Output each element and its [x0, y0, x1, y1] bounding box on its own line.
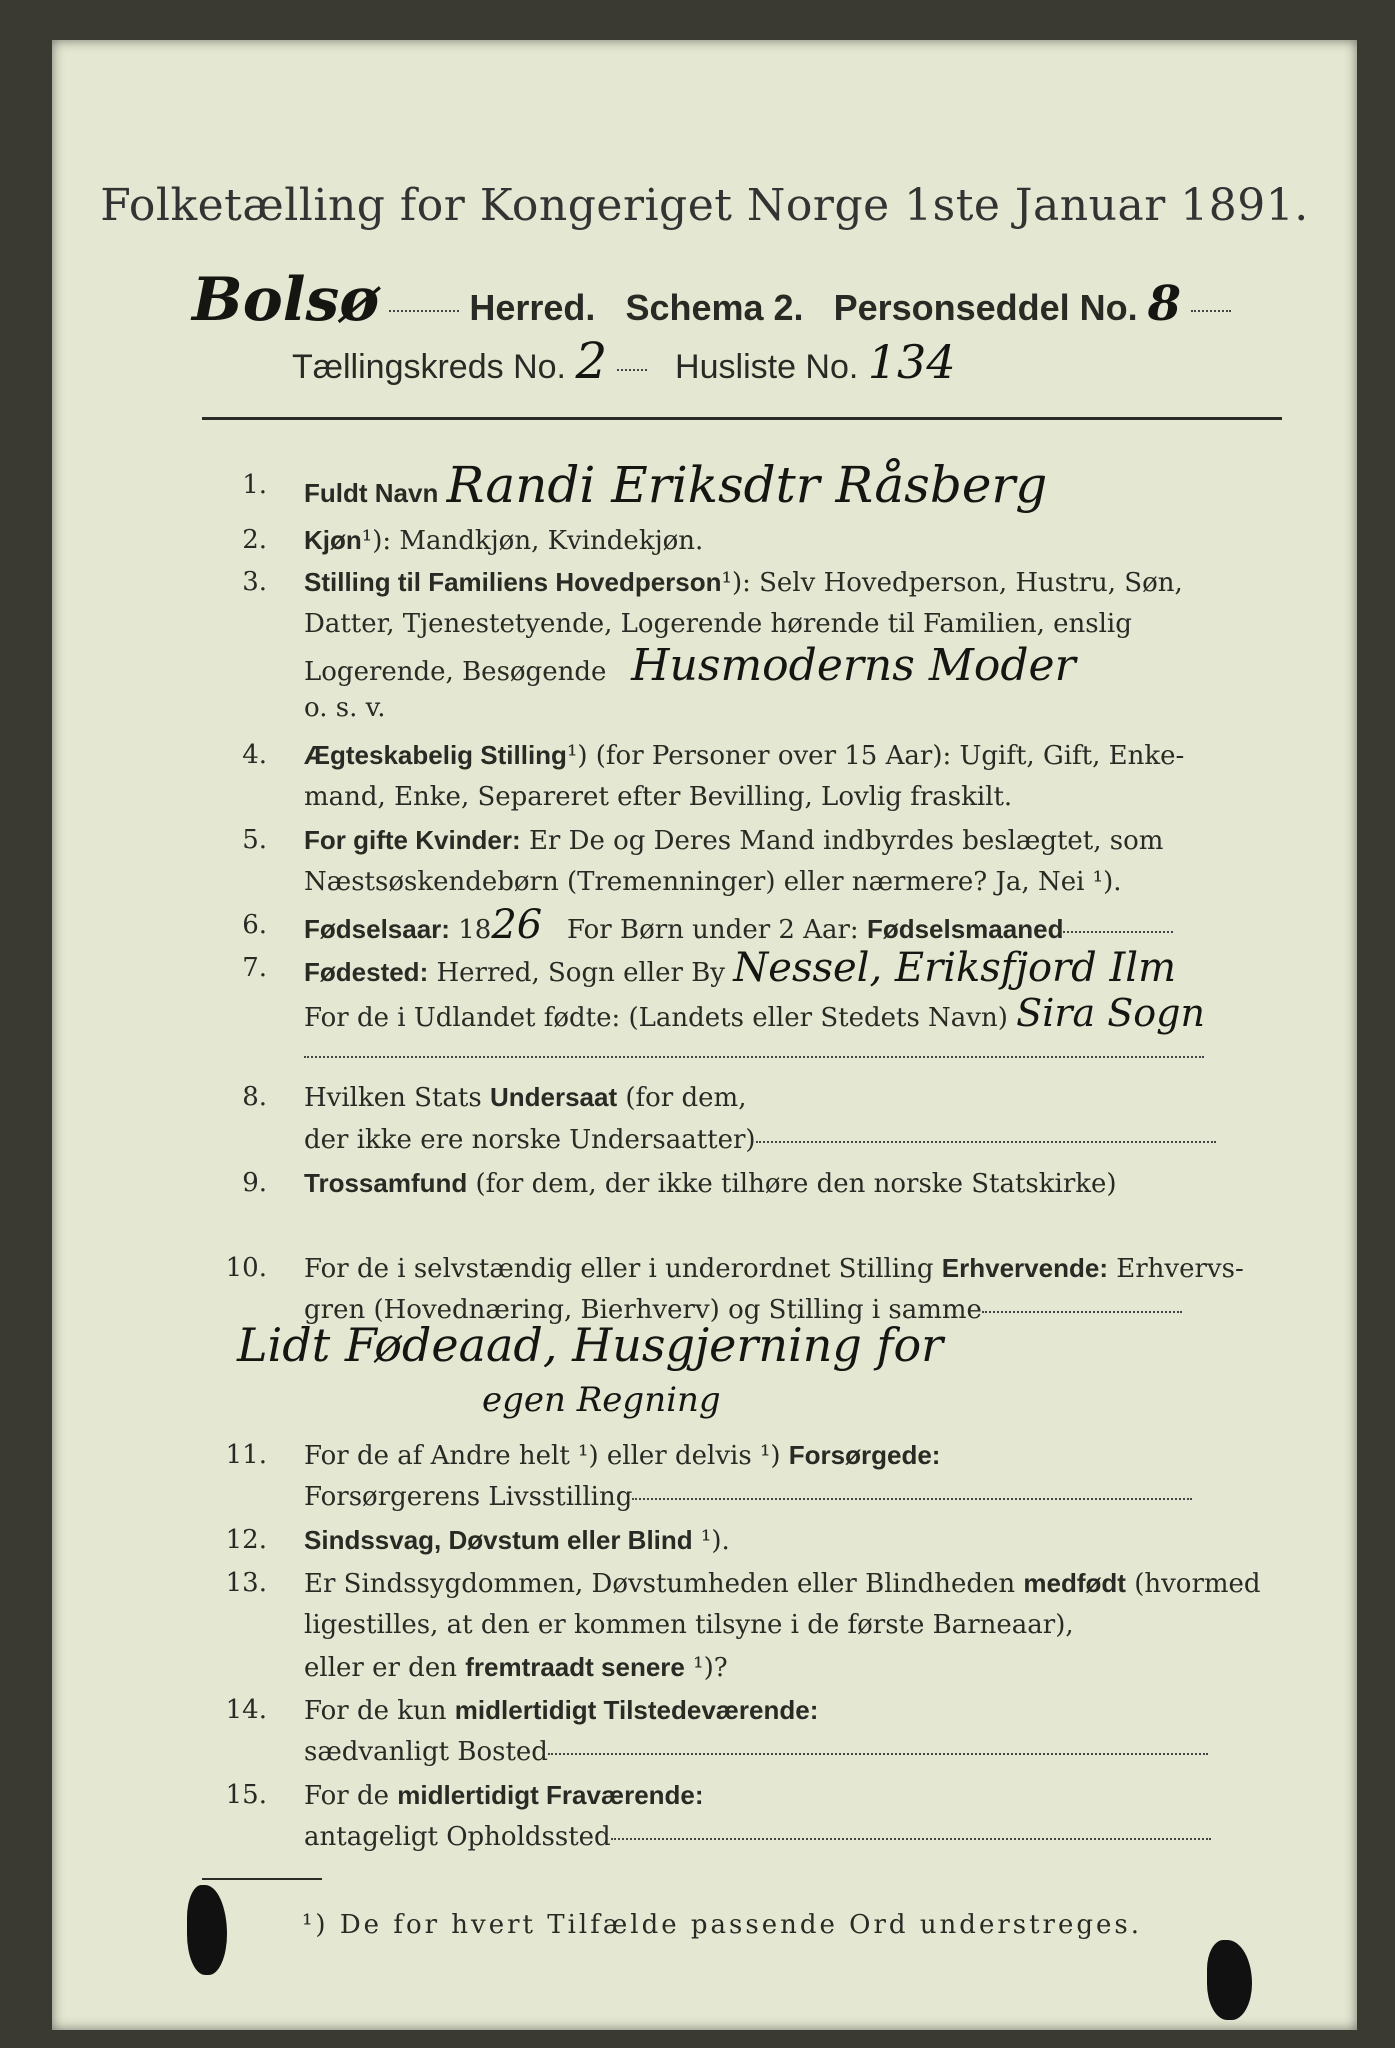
ink-blot [187, 1885, 227, 1975]
footnote: ¹) De for hvert Tilfælde passende Ord understreges. [302, 1910, 1143, 1940]
full-name-handwritten: Randi Eriksdtr Råsberg [446, 456, 1048, 514]
occupation-handwritten-2: egen Regning [482, 1380, 721, 1420]
birthplace-handwritten-2: Sira Sogn [1016, 991, 1205, 1035]
kreds-label: Tællingskreds No. [292, 348, 566, 386]
ink-blot [1207, 1940, 1252, 2020]
header-row-herred [192, 265, 1231, 335]
schema-label: Schema 2. [625, 287, 804, 328]
footnote-rule [202, 1878, 322, 1880]
census-form: Folketælling for Kongeriget Norge 1ste Januar 1891. Bolsø Herred. Schema 2. Personseddel No. 8 Tællingskreds No. 2 Husliste No. 134 1. Fuldt Navn Randi Eriksdtr Råsberg 2. Kjøn¹): Mandkjøn, Kvindekjøn. 3. Stilling til Familiens Hovedperson¹): Selv Hovedperson, Hustru, Søn, Datter, Tjenestetyende, Logerende hørende til Familien, enslig Logerende, Besøgende Husmoderns Moder o. s. v. 4. Ægteskabelig Stilling¹) (for Personer over 15 Aar): Ugift, Gift, Enke- mand, Enke, Separeret efter Bevilling, Lovlig fraskilt. 5. For gifte Kvinder: Er De og Deres Mand indbyrdes beslægtet, som Næstsøskendebørn (Tremenninger) eller nærmere? Ja, Nei ¹). 6. Fødselsaar: 1826 For Børn under 2 Aar: Fødselsmaaned 7. Fødested: Herred, Sogn eller By Nessel, Eriksfjord Ilm For de i Udlandet fødte: (Landets eller Stedets Navn) Sira Sogn 8. Hvilken Stats Undersaat (for dem, der ikke ere norske Undersaatter) 9. Trossamfund (for dem, der ikke tilhøre den norske Statskirke) 10. For de i selvstændig eller i underordnet Stilling Erhvervende: Erhvervs- gren (Hovednæring, Bierhverv) og Stilling i samme Lidt Fødeaad, Husgjerning for egen Regning 11. For de af Andre helt ¹) eller delvis ¹) Forsørgede: Forsørgerens Livsstilling 12. Sindssvag, Døvstum eller Blind ¹). 13. Er Sindssygdommen, Døvstumheden eller Blindheden medfødt (hvormed ligestilles, at den er kommen tilsyne i de første Barneaar), eller er den fremtraadt senere ¹)? 14. For de kun midlertidigt Tilstedeværende: sædvanligt Bosted 15. For de midlertidigt Fraværende: antageligt Opholdssted ¹) De for hvert Tilfælde passende Ord understreges. [52, 40, 1357, 2030]
birth-year-handwritten: 26 [491, 902, 543, 948]
personseddel-label: Personseddel No. [833, 287, 1138, 328]
header-row-kreds [292, 332, 956, 390]
herred-handwritten: Bolsø [192, 265, 380, 335]
birthplace-handwritten: Nessel, Eriksfjord Ilm [733, 945, 1177, 991]
personseddel-handwritten: 8 [1147, 276, 1182, 332]
form-title: Folketælling for Kongeriget Norge 1ste Januar 1891. [100, 180, 1309, 231]
position-handwritten: Husmoderns Moder [631, 640, 1076, 691]
husliste-label: Husliste No. [675, 348, 859, 386]
occupation-handwritten: Lidt Fødeaad, Husgjerning for [237, 1318, 944, 1372]
husliste-handwritten: 134 [867, 335, 956, 389]
kreds-handwritten: 2 [575, 332, 608, 390]
herred-label: Herred. [469, 287, 596, 328]
header-rule [202, 417, 1282, 420]
